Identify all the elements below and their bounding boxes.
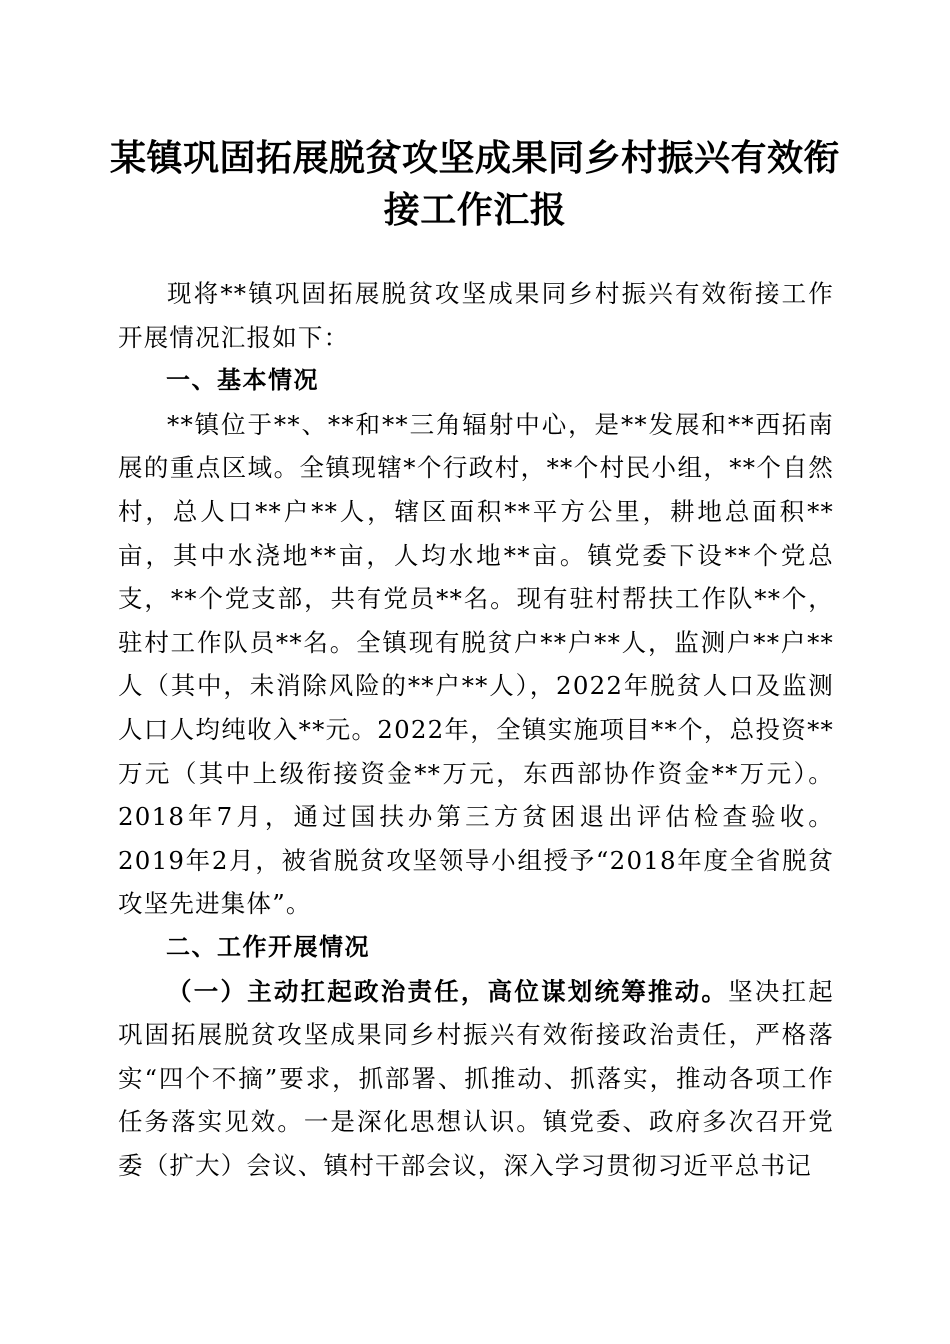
section-heading-work-progress: 二、工作开展情况 bbox=[166, 932, 370, 961]
basic-situation-paragraph: **镇位于**、**和**三角辐射中心，是**发展和**西拓南展的重点区域。全镇现辖*个行政村，**个村民小组，**个自然村，总人口**户**人，辖区面积**平方公里，耕地总面积**亩，其中水浇地**亩，人均水地**亩。镇党委下设**个党总支，**个党支部，共有党员**名。现有驻村帮扶工作队**个，驻村工作队员**名。全镇现有脱贫户**户**人，监测户**户**人（其中，未消除风险的**户**人），2022年脱贫人口及监测人口人均纯收入**元。2022年，全镇实施项目**个，总投资**万元（其中上级衔接资金**万元，东西部协作资金**万元）。2018年7月，通过国扶办第三方贫困退出评估检查验收。2019年2月，被省脱贫攻坚领导小组授予“2018年度全省脱贫攻坚先进集体”。 bbox=[118, 409, 834, 919]
subsection-lead: （一）主动扛起政治责任，高位谋划统筹推动。 bbox=[167, 976, 729, 1006]
document-body bbox=[118, 272, 834, 1187]
title-line-1: 某镇巩固拓展脱贫攻坚成果同乡村振兴有效衔 bbox=[110, 137, 841, 179]
section-heading-basic-situation: 一、基本情况 bbox=[166, 366, 319, 395]
intro-paragraph: 现将**镇巩固拓展脱贫攻坚成果同乡村振兴有效衔接工作开展情况汇报如下： bbox=[118, 279, 834, 352]
document-title bbox=[110, 132, 840, 236]
title-line-2: 接工作汇报 bbox=[383, 189, 567, 231]
subsection-text: 坚决扛起巩固拓展脱贫攻坚成果同乡村振兴有效衔接政治责任，严格落实“四个不摘”要求，抓部署、抓推动、抓落实，推动各项工作任务落实见效。一是深化思想认识。镇党委、政府多次召开党委（扩大）会议、镇村干部会议，深入学习贯彻习近平总书记 bbox=[118, 976, 834, 1180]
work-progress-paragraph bbox=[118, 970, 834, 1188]
